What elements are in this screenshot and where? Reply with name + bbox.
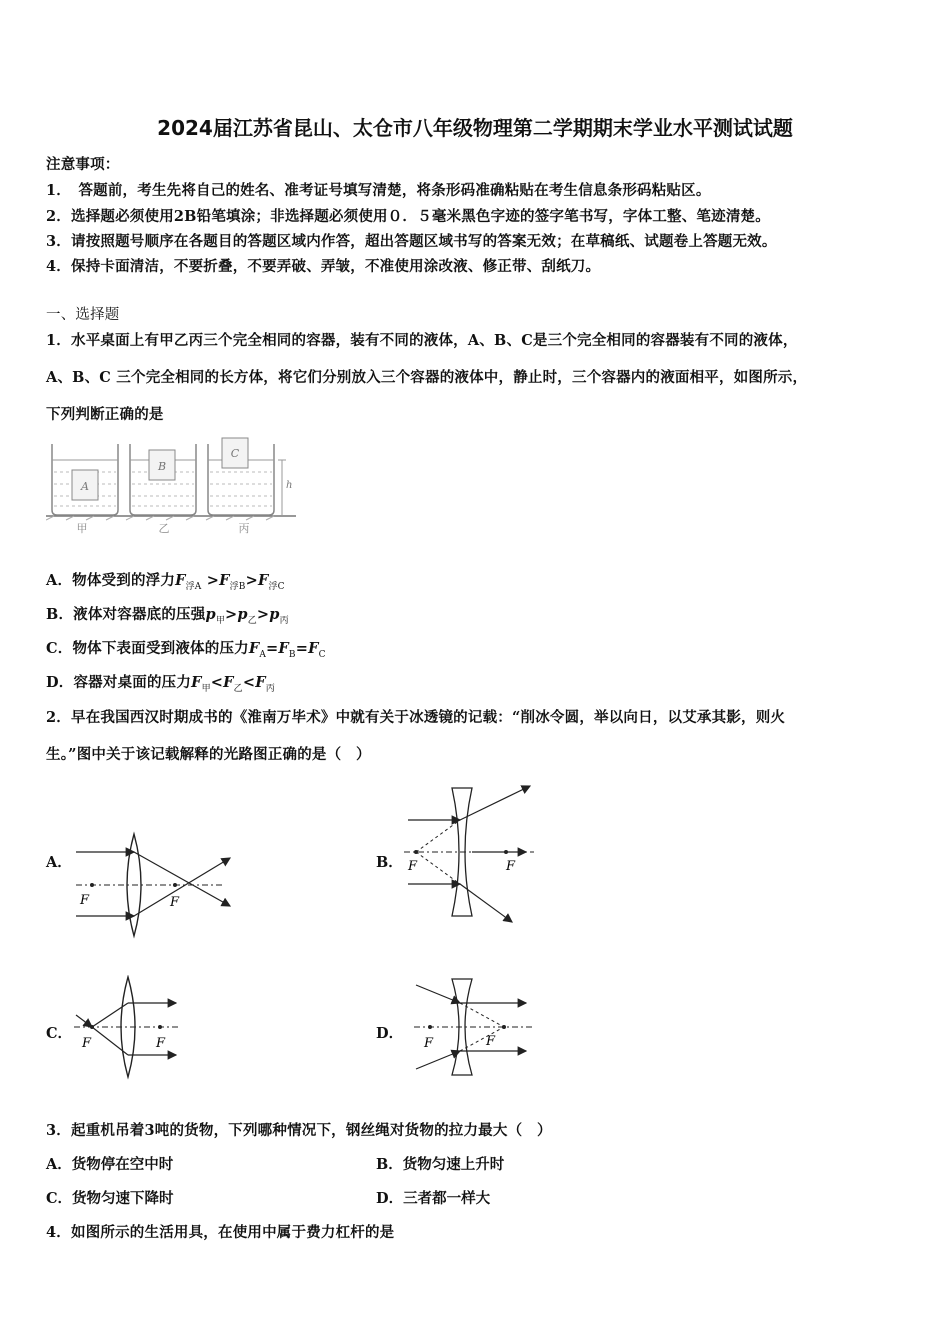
q3-option-d: D．三者都一样大 <box>376 1190 491 1207</box>
q3-stem: 3．起重机吊着3吨的货物，下列哪种情况下，钢丝绳对货物的拉力最大（ ） <box>46 1122 552 1139</box>
container-name: 丙 <box>238 522 250 535</box>
q3-option-a: A．货物停在空中时 <box>46 1156 174 1173</box>
q1-stem-line: 1．水平桌面上有甲乙丙三个完全相同的容器，装有不同的液体，A、B、C是三个完全相同的容器装有不同的液体， <box>46 332 798 349</box>
light-ray <box>92 1027 128 1055</box>
q2-stem-line: 2．早在我国西汉时期成书的《淮南万毕术》中就有关于冰透镜的记载：“削冰令圆，举以向日，以艾承其影，则火 <box>46 709 786 726</box>
q3-option-c: C．货物匀速下降时 <box>46 1190 174 1207</box>
q3-option-b: B．货物匀速上升时 <box>376 1156 505 1173</box>
q2-figure-b <box>402 780 542 925</box>
block-a-label: A <box>81 480 89 493</box>
q1-containers-figure <box>46 430 296 536</box>
q1-option-d: D．容器对桌面的压力$F_甲<F_乙<F_丙$ <box>46 674 275 694</box>
extension-line <box>460 1027 504 1051</box>
focus-label: F <box>170 895 180 910</box>
q2-stem-line: 生。”图中关于该记载解释的光路图正确的是（ ） <box>46 746 371 763</box>
q2-figure-a <box>72 830 232 940</box>
container-name: 甲 <box>76 522 88 535</box>
notice-item: 3．请按照题号顺序在各题目的答题区域内作答，超出答题区域书写的答案无效；在草稿纸、试题卷上答题无效。 <box>46 233 777 250</box>
extension-line <box>416 852 460 884</box>
q2-option-a-label: A． <box>46 854 72 871</box>
light-ray <box>460 786 530 820</box>
extension-line <box>460 1003 504 1027</box>
light-ray <box>76 1015 92 1027</box>
q1-stem-line: A、B、C 三个完全相同的长方体，将它们分别放入三个容器的液体中，静止时，三个容器内的液面相平，如图所示， <box>46 369 808 386</box>
page-title: 2024届江苏省昆山、太仓市八年级物理第二学期期末学业水平测试试题 <box>157 116 793 140</box>
q2-figure-d <box>412 975 537 1080</box>
focus-label: F <box>408 859 418 874</box>
light-ray <box>416 985 460 1003</box>
q1-option-b: B．液体对容器底的压强$p_甲>p_乙>p_丙$ <box>46 606 289 626</box>
light-ray <box>416 1051 460 1069</box>
q4-stem: 4．如图所示的生活用具，在使用中属于费力杠杆的是 <box>46 1224 395 1241</box>
q2-figure-c <box>72 975 182 1080</box>
container-name: 乙 <box>158 522 170 535</box>
section-heading: 一、选择题 <box>46 307 120 323</box>
focus-label: F <box>486 1034 496 1049</box>
light-ray <box>134 852 230 906</box>
notice-heading: 注意事项： <box>46 156 120 173</box>
q2-option-d-label: D． <box>376 1025 404 1042</box>
focus-label: F <box>80 893 90 908</box>
extension-line <box>416 820 460 852</box>
height-label: h <box>286 480 293 491</box>
block-b-label: B <box>157 460 167 473</box>
q2-option-b-label: B． <box>376 854 403 871</box>
light-ray <box>92 1003 128 1027</box>
light-ray <box>134 858 230 916</box>
q1-stem-line: 下列判断正确的是 <box>46 406 164 423</box>
focus-label: F <box>424 1036 434 1051</box>
q1-option-a: A．物体受到的浮力$F_{浮A} >F_{浮B}>F_{浮C}$ <box>46 572 285 592</box>
notice-item: 1． 答题前，考生先将自己的姓名、准考证号填写清楚，将条形码准确粘贴在考生信息条形码粘贴区。 <box>46 182 711 199</box>
q1-option-c: C．物体下表面受到液体的压力$F_A=F_B=F_C$ <box>46 640 326 660</box>
focus-label: F <box>156 1036 166 1051</box>
q2-option-c-label: C． <box>46 1025 73 1042</box>
notice-item: 4．保持卡面清洁，不要折叠，不要弄破、弄皱，不准使用涂改液、修正带、刮纸刀。 <box>46 258 601 275</box>
block-c-label: C <box>230 447 240 460</box>
focus-label: F <box>82 1036 92 1051</box>
notice-item: 2．选择题必须使用2B铅笔填涂；非选择题必须使用０．５毫米黑色字迹的签字笔书写，字体工整、笔迹清楚。 <box>46 208 770 225</box>
focus-label: F <box>506 859 516 874</box>
